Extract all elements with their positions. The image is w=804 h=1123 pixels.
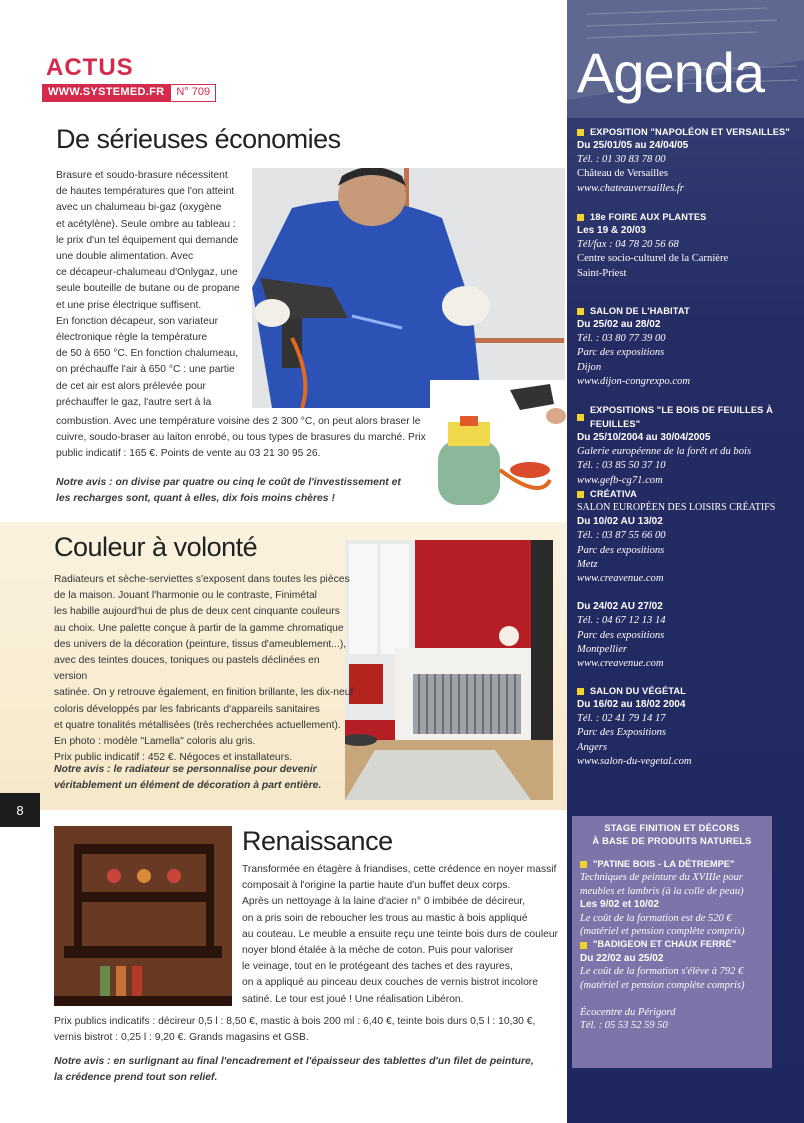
agenda-title: Agenda	[577, 41, 765, 104]
stage-title: STAGE FINITION ET DÉCORS	[604, 823, 740, 833]
agenda-item: 18e FOIRE AUX PLANTES Les 19 & 20/03 Tél/fax : 04 78 20 56 68 Centre socio-culturel de la Carnière Saint-Priest	[577, 212, 729, 279]
bullet-icon	[577, 129, 584, 136]
torch-photo	[252, 168, 565, 408]
credenza-photo	[54, 826, 232, 1006]
site-url[interactable]: WWW.SYSTEMED.FR	[42, 84, 170, 102]
section3-title: Renaissance	[242, 826, 393, 856]
agenda-item: SALON DE L'HABITAT Du 25/02 au 28/02 Tél. : 03 80 77 39 00 Parc des expositions Dijon www.dijon-congrexpo.com	[577, 306, 690, 387]
bullet-icon	[577, 308, 584, 315]
page-number: 8	[0, 793, 40, 827]
bullet-icon	[577, 214, 584, 221]
agenda-item: EXPOSITION "NAPOLÉON ET VERSAILLES" Du 25/01/05 au 24/04/05 Tél. : 01 30 83 78 00 Château de Versailles www.chateauversailles.fr	[577, 127, 790, 194]
bullet-icon	[580, 942, 587, 949]
section1-note: Notre avis : on divise par quatre ou cinq le coût de l'investissement et les recharges sont, quant à elles, dix fois moins chères !	[56, 477, 401, 504]
agenda-item: SALON DU VÉGÉTAL Du 16/02 au 18/02 2004 Tél. : 02 41 79 14 17 Parc des Expositions Angers www.salon-du-vegetal.com	[577, 686, 692, 767]
section1-body-wide: combustion. Avec une température voisine des 2 300 °C, on peut alors braser le cuivre, soudo-braser au laiton enrobé, ou tous types de brasures du marché. Prix public indicatif : 165 €. Points de vente au 03 21 30 95 26.	[56, 416, 426, 460]
stage-subtitle: À BASE DE PRODUITS NATURELS	[592, 836, 752, 846]
section2-title: Couleur à volonté	[54, 532, 258, 562]
bullet-icon	[577, 491, 584, 498]
issue-number: N° 709	[170, 84, 216, 102]
gas-bottle-photo	[430, 380, 567, 510]
section1-title: De sérieuses économies	[56, 124, 341, 154]
stage-box: STAGE FINITION ET DÉCORS À BASE DE PRODUITS NATURELS "PATINE BOIS - LA DÉTREMPE" Techniques de peinture du XVIIIe pour meubles et lambris (à la colle de peau) Les 9/02 et 10/02 Le coût de la formation est de 520 € (matériel et pension complète compris) "BADIGEON ET CHAUX FERRÉ" Du 22/02 au 25/02 Le coût de la formation s'élève à 792 € (matériel et pension complète compris) Écocentre du Périgord Tél. : 05 53 52 59 50	[572, 816, 772, 1068]
url-bar	[42, 84, 216, 102]
bullet-icon	[580, 861, 587, 868]
section1-body: Brasure et soudo-brasure nécessitent de hautes températures que l'on atteint avec un chalumeau bi-gaz (oxygène et acétylène). Seule ombre au tableau : le prix d'un tel équipement qui demande une double alimentation. Avec ce décapeur-chalumeau d'Onlygaz, une seule bouteille de butane ou de propane et une prise électrique suffisent. En fonction décapeur, son variateur électronique règle la température de 50 à 650 °C. En fonction chalumeau, on préchauffe l'air à 650 °C : une partie de cet air est alors prélevée pour préchauffer le gaz, l'autre sert à la	[56, 170, 240, 408]
section3-note: Notre avis : en surlignant au final l'encadrement et l'épaisseur des tablettes d'un filet de peinture, la crédence prend tout son relief.	[54, 1056, 534, 1083]
section3-body-wide: Prix publics indicatifs : décireur 0,5 l : 8,50 €, mastic à bois 200 ml : 6,40 €, teinte bois durs 0,5 l : 10,30 €, vernis bistrot : 0,25 l : 9,20 €. Grands magasins et GSB.	[54, 1016, 536, 1044]
bullet-icon	[577, 414, 584, 421]
agenda-item: CRÉATIVA SALON EUROPÉEN DES LOISIRS CRÉATIFS Du 10/02 AU 13/02 Tél. : 03 87 55 66 00 Parc des expositions Metz www.creavenue.com Du 24/02 AU 27/02 Tél. : 04 67 12 13 14 Parc des expositions Montpellier www.creavenue.com	[577, 489, 776, 670]
section3-body: Transformée en étagère à friandises, cette crédence en noyer massif composait à l'origine la partie haute d'un buffet deux corps. Après un nettoyage à la laine d'acier n° 0 imbibée de décireur, on a pris soin de reboucher les trous au mastic à bois appliqué au couteau. Le meuble a ensuite reçu une teinte bois durs de couleur noyer blond étalée à la mèche de coton. Puis pour valoriser le veinage, tout en le protégeant des taches et des rayures, on a appliqué au pinceau deux couches de vernis bistrot incolore satiné. Le tour est joué ! Une réalisation Libéron.	[242, 864, 558, 1005]
agenda-item: EXPOSITIONS "LE BOIS DE FEUILLES À FEUILLES" Du 25/10/2004 au 30/04/2005 Galerie européenne de la forêt et du bois Tél. : 03 85 50 37 10 www.gefb-cg71.com	[577, 405, 773, 486]
section2-note: Notre avis : le radiateur se personnalise pour devenir véritablement un élément de décoration à part entière.	[54, 764, 322, 791]
radiator-photo	[345, 540, 553, 800]
section2-body: Radiateurs et sèche-serviettes s'exposent dans toutes les pièces de la maison. Jouant l'harmonie ou le contraste, Finimétal les habille aujourd'hui de plus de deux cent cinquante couleurs au choix. Une palette conçue à partir de la gamme chromatique des univers de la décoration (peinture, tissus d'ameublement...), avec des teintes douces, toniques ou pastels déclinées en version satinée. On y retrouve également, en finition brillante, les dix-neuf coloris développés par les fabricants d'appareils sanitaires et quatre tonalités métallisées (très recherchées actuellement). En photo : modèle "Lamella" coloris alu gris. Prix public indicatif : 452 €. Négoces et installateurs.	[54, 574, 354, 764]
bullet-icon	[577, 688, 584, 695]
section-label: ACTUS	[46, 54, 134, 81]
